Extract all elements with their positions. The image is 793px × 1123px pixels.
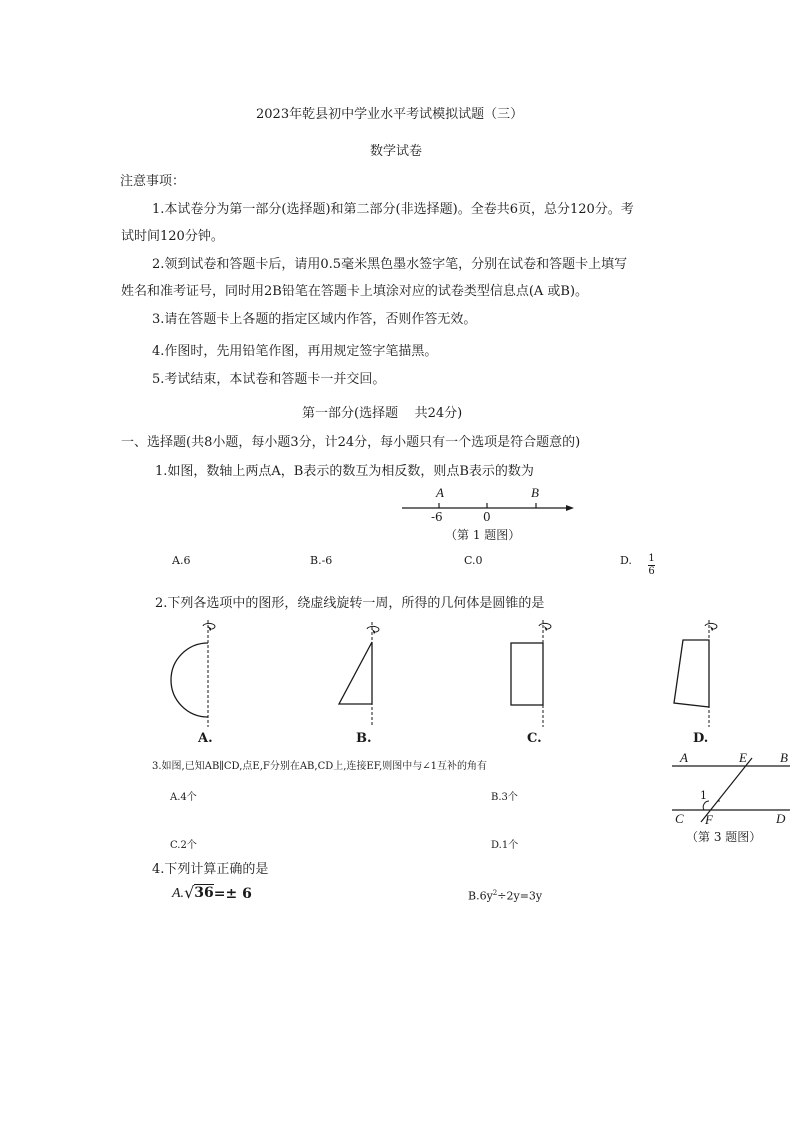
q2-option-d: D. — [693, 731, 709, 746]
q2-option-b: B. — [356, 731, 372, 746]
q3-label-e: E — [739, 750, 747, 765]
q3-stem: 3.如图,已知AB∥CD,点E,F分别在AB,CD上,连接EF,则图中与∠1互补的角有 — [152, 761, 488, 772]
q3-option-a: A.4个 — [170, 792, 197, 803]
q3-label-f: F — [705, 812, 713, 827]
q2-option-a: A. — [198, 731, 213, 746]
q4-option-a-rest: =± 6 — [213, 886, 252, 902]
fraction-numerator: 1 — [648, 553, 655, 564]
q3-label-1: 1 — [700, 789, 707, 802]
q3-option-b: B.3个 — [491, 792, 518, 803]
q4-option-b-exponent: 2 — [492, 889, 498, 897]
q3-label-b: B — [780, 750, 788, 765]
notice-heading: 注意事项： — [120, 174, 186, 189]
q4-option-b — [468, 889, 542, 903]
notice-item-5: 5.考试结束，本试卷和答题卡一并交回。 — [152, 372, 386, 387]
q1-label-a: A — [436, 485, 444, 500]
q4-option-a-radicand: 36 — [194, 885, 214, 901]
q1-caption: （第 1 题图） — [445, 528, 521, 542]
notice-item-2-line-2: 姓名和准考证号，同时用2B铅笔在答题卡上填涂对应的试卷类型信息点(A 或B)。 — [121, 284, 589, 299]
q1-stem: 1.如图，数轴上两点A，B表示的数互为相反数，则点B表示的数为 — [155, 464, 534, 479]
exam-title: 2023年乾县初中学业水平考试模拟试题（三） — [256, 107, 524, 122]
q1-label-b: B — [531, 485, 539, 500]
notice-item-1-line-2: 试时间120分钟。 — [121, 229, 224, 244]
q4-option-b-start: B.6y — [468, 889, 493, 903]
notice-item-2-line-1: 2.领到试卷和答题卡后，请用0.5毫米黑色墨水签字笔，分别在试卷和答题卡上填写 — [152, 257, 628, 272]
angle-1-arc — [703, 801, 709, 810]
q3-label-d: D — [776, 811, 786, 826]
q3-option-c: C.2个 — [170, 840, 197, 851]
q3-option-d: D.1个 — [491, 840, 519, 851]
notice-item-4: 4.作图时，先用铅笔作图，再用规定签字笔描黑。 — [152, 344, 438, 359]
q2-option-c: C. — [527, 731, 542, 746]
q4-option-b-rest: ÷2y=3y — [497, 889, 543, 903]
q3-label-c: C — [675, 811, 684, 826]
q1-option-d: D. — [620, 554, 632, 567]
q1-option-c: C.0 — [464, 554, 483, 567]
notice-item-1-line-1: 1.本试卷分为第一部分(选择题)和第二部分(非选择题)。全卷共6页，总分120分。考 — [152, 202, 634, 217]
q1-tick-label-neg6: -6 — [431, 510, 443, 524]
q3-label-a: A — [680, 750, 688, 765]
q4-option-a — [172, 884, 252, 902]
q1-option-a: A.6 — [172, 554, 191, 567]
fraction-denominator: 6 — [648, 566, 655, 577]
q3-caption: （第 3 题图） — [686, 830, 762, 844]
exam-subtitle: 数学试卷 — [370, 144, 423, 159]
q4-option-a-prefix: A. — [172, 886, 185, 901]
q1-tick-label-0: 0 — [483, 510, 491, 524]
notice-item-3: 3.请在答题卡上各题的指定区域内作答，否则作答无效。 — [152, 312, 477, 327]
angle-dot — [718, 800, 720, 802]
section-heading: 一、选择题(共8小题，每小题3分，计24分，每小题只有一个选项是符合题意的) — [121, 435, 581, 450]
q1-option-b: B.-6 — [310, 554, 333, 567]
part-1-title: 第一部分(选择题 共24分) — [302, 406, 463, 421]
q4-stem: 4.下列计算正确的是 — [152, 862, 269, 877]
q2-stem: 2.下列各选项中的图形，绕虚线旋转一周，所得的几何体是圆锥的是 — [155, 596, 545, 611]
sqrt-symbol: √ — [184, 883, 195, 902]
